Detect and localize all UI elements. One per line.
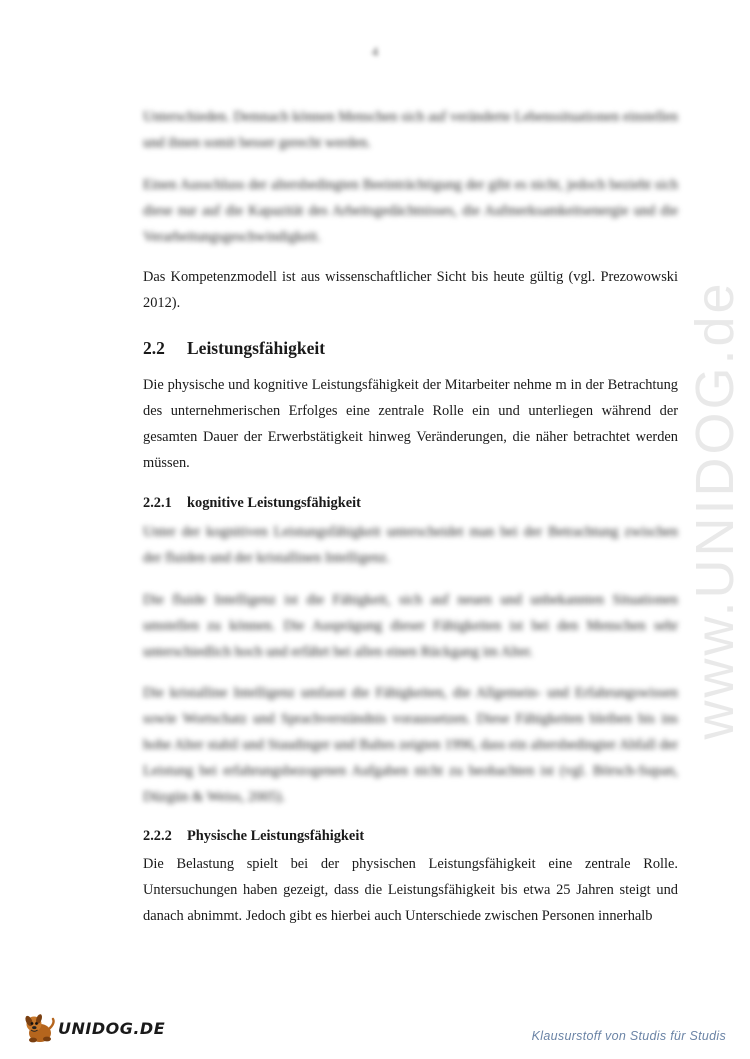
subsection-heading — [143, 828, 364, 845]
section-number: 2.2 — [143, 338, 165, 358]
blurred-paragraph — [143, 587, 678, 665]
blurred-text: Unterschieden. Demnach können Menschen sich auf veränderte Lebenssituationen einstellen und ihnen somit besser gerecht werden. — [143, 109, 678, 151]
subsection-number: 2.2.2 — [143, 828, 172, 844]
blurred-text: Die fluide Intelligenz ist die Fähigkeit, sich auf neuen und unbekannten Situationen umstellen zu können. Die Ausprägung dieser Fähigkeiten ist bei den Menschen sehr unterschiedlich hoch und erfährt bei allen einen Rückgang im Alter. — [143, 592, 678, 660]
paragraph — [143, 264, 678, 316]
subsection-number: 2.2.1 — [143, 495, 172, 511]
paragraph-text: Die Belastung spielt bei der physischen Leistungsfähigkeit eine zentrale Rolle. Untersuchungen haben gezeigt, dass die Leistungsfähigkeit bis etwa 25 Jahren steigt und danach abnimmt. Jedoch gibt es hierbei auch Unterschiede zwischen Personen innerhalb — [143, 856, 678, 924]
section-heading — [143, 338, 325, 359]
blurred-paragraph — [143, 172, 678, 250]
paragraph-text: Das Kompetenzmodell ist aus wissenschaftlicher Sicht bis heute gültig (vgl. Prezowowski 2012). — [143, 269, 678, 311]
footer-tagline: Klausurstoff von Studis für Studis — [531, 1029, 726, 1043]
paragraph — [143, 372, 678, 476]
paragraph — [143, 851, 678, 929]
page-number: 4 — [371, 44, 379, 59]
dog-mascot-icon — [22, 1011, 56, 1045]
blurred-paragraph — [143, 680, 678, 810]
blurred-paragraph — [143, 104, 678, 156]
subsection-heading — [143, 495, 361, 512]
paragraph-text: Die physische und kognitive Leistungsfähigkeit der Mitarbeiter nehme m in der Betrachtung des unternehmerischen Erfolges eine zentrale Rolle ein und unterliegen während der gesamten Dauer der Erwerbstätigkeit hinweg Veränderungen, die näher betrachtet werden müssen. — [143, 377, 678, 471]
watermark-text: www.UNIDOG.de — [685, 280, 745, 740]
logo-text: UNIDOG.DE — [58, 1018, 166, 1038]
section-title: Leistungsfähigkeit — [187, 338, 326, 358]
blurred-text: Die kristalline Intelligenz umfasst die Fähigkeiten, die Allgemein- und Erfahrungswissen sowie Wortschatz und Sprachverständnis voraussetzen. Diese Fähigkeiten bleiben bis ins hohe Alter stabil und Staudinger und Baltes zeigten 1996, dass ein altersbedingter Abfall der Leistung bei erfahrungsbezogenen Aufgaben nicht zu beobachten ist (vgl. Börsch-Supan, Düzgün & Weiss, 2005). — [143, 685, 678, 805]
footer-logo[interactable] — [22, 1010, 172, 1046]
watermark — [640, 270, 750, 750]
subsection-title: Physische Leistungsfähigkeit — [187, 828, 365, 844]
blurred-text: Einen Ausschluss der altersbedingten Beeinträchtigung der gibt es nicht, jedoch bezieht sich diese nur auf die Kapazität des Arbeitsgedächtnisses, die Aufmerksamkeitsenergie und die Verarbeitungsgeschwindigkeit. — [143, 177, 678, 245]
blurred-paragraph — [143, 519, 678, 571]
blurred-text: Unter der kognitiven Leistungsfähigkeit unterscheidet man bei der Betrachtung zwischen der fluiden und der kristallinen Intelligenz. — [143, 524, 678, 566]
subsection-title: kognitive Leistungsfähigkeit — [187, 495, 361, 511]
